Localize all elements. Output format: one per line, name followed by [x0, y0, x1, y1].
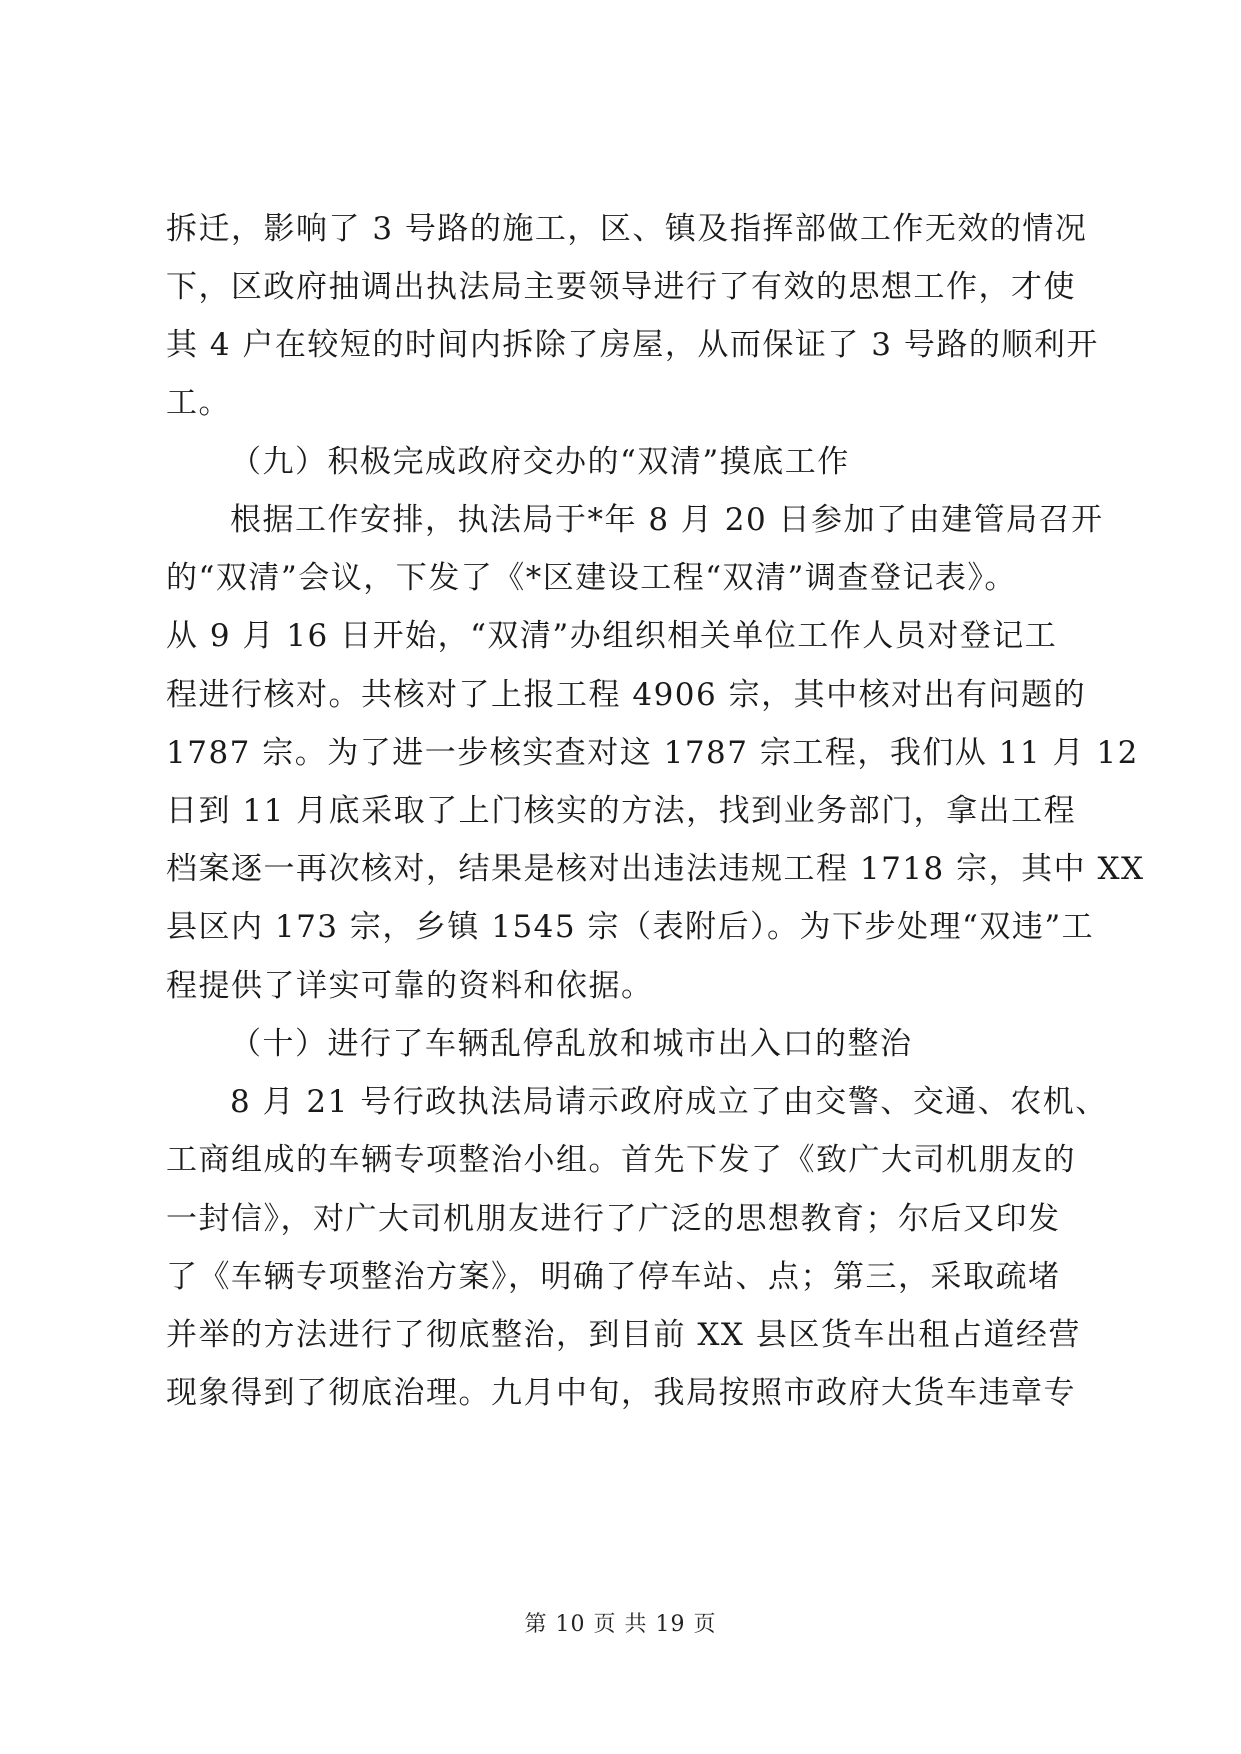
text-line: 了《车辆专项整治方案》，明确了停车站、点；第三，采取疏堵 — [166, 1259, 1061, 1295]
text-line: 根据工作安排，执法局于*年 8 月 20 日参加了由建管局召开 — [230, 502, 1104, 538]
text-line: 县区内 173 宗，乡镇 1545 宗（表附后）。为下步处理“双违”工 — [166, 909, 1095, 945]
text-line: 程进行核对。共核对了上报工程 4906 宗，其中核对出有问题的 — [166, 677, 1087, 713]
text-line: 下，区政府抽调出执法局主要领导进行了有效的思想工作，才使 — [166, 269, 1076, 305]
text-line: 日到 11 月底采取了上门核实的方法，找到业务部门，拿出工程 — [166, 793, 1077, 829]
text-line: 现象得到了彻底治理。九月中旬，我局按照市政府大货车违章专 — [166, 1375, 1076, 1411]
text-line: 的“双清”会议，下发了《*区建设工程“双清”调查登记表》。 — [166, 560, 1017, 596]
text-line: 1787 宗。为了进一步核实查对这 1787 宗工程，我们从 11 月 12 — [166, 735, 1139, 771]
text-line: 拆迁，影响了 3 号路的施工，区、镇及指挥部做工作无效的情况 — [166, 211, 1088, 247]
text-line: 8 月 21 号行政执法局请示政府成立了由交警、交通、农机、 — [230, 1084, 1108, 1120]
section-heading-ten: （十）进行了车辆乱停乱放和城市出入口的整治 — [230, 1026, 913, 1062]
text-line: 程提供了详实可靠的资料和依据。 — [166, 968, 654, 1004]
text-line: 并举的方法进行了彻底整治，到目前 XX 县区货车出租占道经营 — [166, 1317, 1081, 1353]
text-line: 工。 — [166, 385, 231, 421]
text-line: 从 9 月 16 日开始，“双清”办组织相关单位工作人员对登记工 — [166, 618, 1058, 654]
text-line: 其 4 户在较短的时间内拆除了房屋，从而保证了 3 号路的顺利开 — [166, 327, 1099, 363]
text-line: 一封信》，对广大司机朋友进行了广泛的思想教育；尔后又印发 — [166, 1201, 1061, 1237]
text-line: 工商组成的车辆专项整治小组。首先下发了《致广大司机朋友的 — [166, 1142, 1076, 1178]
section-heading-nine: （九）积极完成政府交办的“双清”摸底工作 — [230, 444, 850, 480]
text-line: 档案逐一再次核对，结果是核对出违法违规工程 1718 宗，其中 XX — [166, 851, 1145, 887]
page-number-footer: 第 10 页 共 19 页 — [524, 1612, 717, 1637]
